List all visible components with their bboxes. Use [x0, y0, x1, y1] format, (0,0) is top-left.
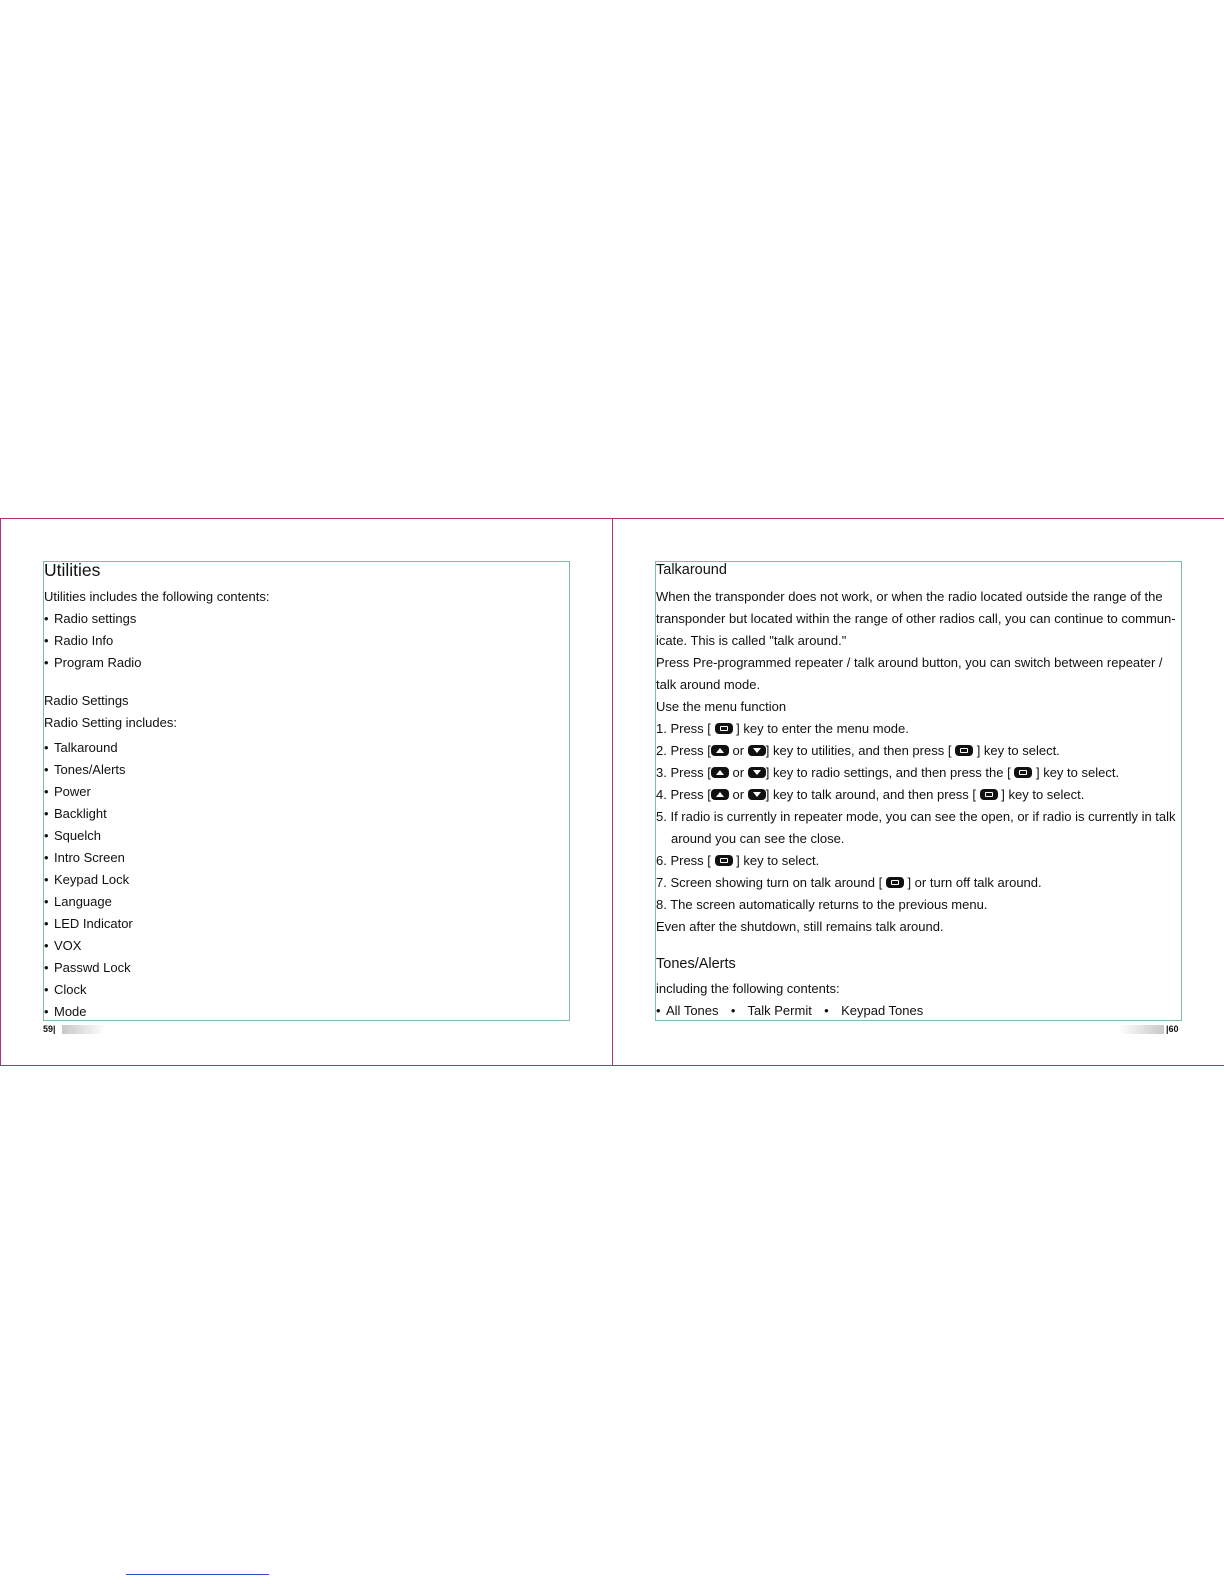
menu-key-icon [715, 723, 733, 734]
step-4: 4. Press [ or ] key to talk around, and then press [ ] key to select. [656, 787, 1085, 802]
list-item: • Mode [44, 1004, 87, 1019]
list-item: Keypad Tones [841, 1003, 924, 1018]
tones-list: • All Tones • Talk Permit • Keypad Tones [656, 1003, 924, 1018]
up-arrow-key-icon [711, 767, 729, 778]
menu-key-icon [1014, 767, 1032, 778]
list-item: All Tones [666, 1003, 719, 1018]
down-arrow-key-icon [748, 745, 766, 756]
step-3: 3. Press [ or ] key to radio settings, and then press the [ ] key to select. [656, 765, 1120, 780]
up-arrow-key-icon [711, 789, 729, 800]
utilities-title: Utilities [44, 560, 101, 580]
list-item: • Intro Screen [44, 850, 125, 865]
left-text-frame [43, 561, 570, 1021]
talkaround-para-line: icate. This is called "talk around." [656, 633, 847, 648]
list-item: • Tones/Alerts [44, 762, 126, 777]
list-item: • Squelch [44, 828, 101, 843]
list-item: Talk Permit [747, 1003, 812, 1018]
talkaround-para-line: Press Pre-programmed repeater / talk around button, you can switch between repeater / [656, 655, 1163, 670]
list-item: • Program Radio [44, 655, 142, 670]
talkaround-para-line: talk around mode. [656, 677, 761, 692]
step-1: 1. Press [ ] key to enter the menu mode. [656, 721, 909, 736]
menu-key-icon [955, 745, 973, 756]
utilities-intro: Utilities includes the following contents: [44, 589, 270, 604]
list-item: • Talkaround [44, 740, 118, 755]
list-item: • VOX [44, 938, 82, 953]
list-item: • Backlight [44, 806, 107, 821]
page-number-bar-right [1118, 1025, 1164, 1034]
step-6: 6. Press [ ] key to select. [656, 853, 820, 868]
step-7: 7. Screen showing turn on talk around [ ] or turn off talk around. [656, 875, 1042, 890]
list-item: • Radio settings [44, 611, 137, 626]
radio-settings-intro: Radio Setting includes: [44, 715, 177, 730]
step-5-line2: around you can see the close. [671, 831, 845, 846]
tones-heading: Tones/Alerts [656, 956, 736, 972]
talkaround-title: Talkaround [656, 562, 727, 578]
menu-key-icon [715, 855, 733, 866]
talkaround-para-line: transponder but located within the range of other radios call, you can continue to commun- [656, 611, 1176, 626]
menu-key-icon [980, 789, 998, 800]
closing-note: Even after the shutdown, still remains talk around. [656, 919, 944, 934]
list-item: • Passwd Lock [44, 960, 131, 975]
list-item: • Keypad Lock [44, 872, 130, 887]
menu-intro: Use the menu function [656, 699, 787, 714]
menu-key-icon [886, 877, 904, 888]
list-item: • Language [44, 894, 112, 909]
talkaround-para-line: When the transponder does not work, or when the radio located outside the range of the [656, 589, 1163, 604]
footer-rule [126, 1574, 269, 1575]
tones-intro: including the following contents: [656, 981, 840, 996]
up-arrow-key-icon [711, 745, 729, 756]
list-item: • Radio Info [44, 633, 114, 648]
list-item: • Power [44, 784, 91, 799]
down-arrow-key-icon [748, 789, 766, 800]
down-arrow-key-icon [748, 767, 766, 778]
step-8: 8. The screen automatically returns to the previous menu. [656, 897, 988, 912]
radio-settings-heading: Radio Settings [44, 693, 129, 708]
page-number-left: 59| [43, 1024, 56, 1034]
page-number-right: |60 [1166, 1024, 1179, 1034]
step-5-line1: 5. If radio is currently in repeater mode, you can see the open, or if radio is currently in talk [656, 809, 1176, 824]
list-item: • LED Indicator [44, 916, 133, 931]
page-divider [612, 518, 613, 1065]
page-number-bar-left [62, 1025, 106, 1034]
step-2: 2. Press [ or ] key to utilities, and then press [ ] key to select. [656, 743, 1060, 758]
list-item: • Clock [44, 982, 87, 997]
